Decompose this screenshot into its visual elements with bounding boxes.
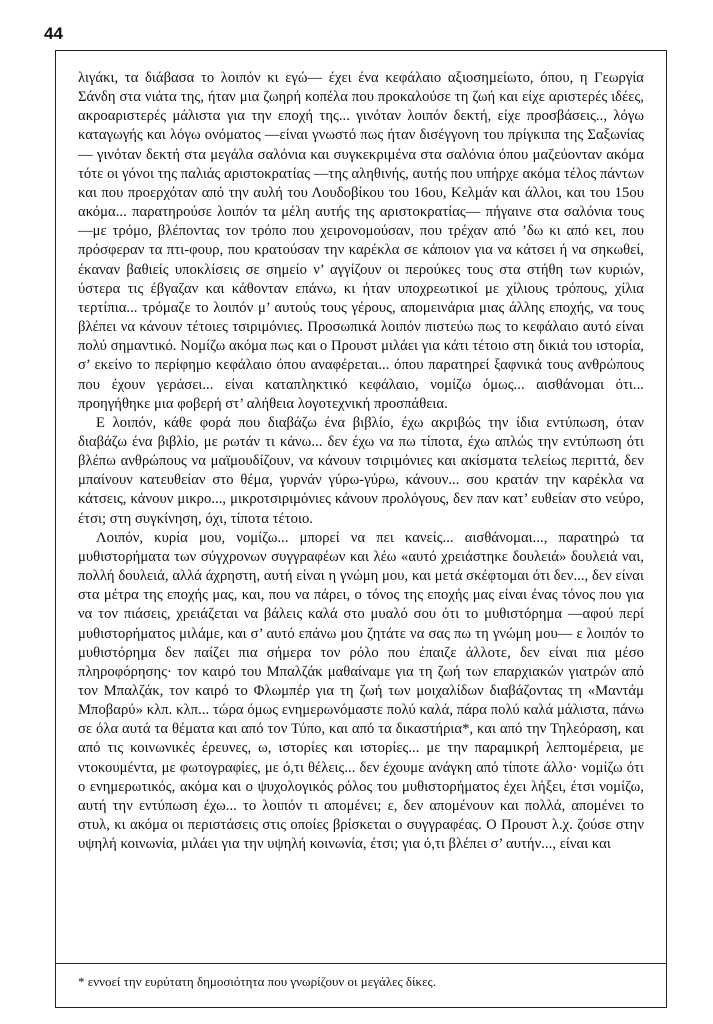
page-number: 44 <box>44 24 63 43</box>
paragraph-2: Ε λοιπόν, κάθε φορά που διαβάζω ένα βιβλίο, έχω ακριβώς την ίδια εντύπωση, όταν διαβάζω ένα βιβλίο, με ρωτάν τι κάνω... δεν έχω να πω τίποτα, έχω απλώς την εντύπωση ότι βλέπω ανθρώπους να μαϊμουδίζουν, να κάνουν τσιριμόνιες και ακίσματα τελείως περιττά, δεν μπαίνουν κατευθείαν στο θέμα, γυρνάν γύρω-γύρω, κάνουν... σου κρατάν την καρέκλα να κάτσεις, κάνουν μικρο..., μικροτσιριμόνιες κάνουν προλόγους, δεν παν κατ’ ευθείαν στο νεύρο, έτσι; στη συγκίνηση, όχι, τίποτα τέτοιο. <box>78 414 644 527</box>
paragraph-1: λιγάκι, τα διάβασα το λοιπόν κι εγώ— έχει ένα κεφάλαιο αξιοσημείωτο, όπου, η Γεωργία Σάνδη στα νιάτα της, ήταν μια ζωηρή κοπέλα που προκαλούσε τη ζωή και είχε αριστερές ιδέες, ακροαριστερές μάλιστα για την εποχή της... γινόταν λοιπόν δεκτή, είχε προσβάσεις.., λόγω καταγωγής και λόγω ονόματος —είναι γνωστό πως ήταν δισέγγονη του πρίγκιπα της Σαξωνίας— γινόταν δεκτή στα μεγάλα σαλόνια και συγκεκριμένα στα σαλόνια όπου μαζεύονταν ακόμα τότε οι γόνοι της παλιάς αριστοκρατίας —της αληθινής, αυτής που υπήρχε ακόμα τέλος πάντων και που προερχόταν από την αυλή του Λουδοβίκου του 16ου, Κελμάν και άλλοι, και του 15ου ακόμα... παρατηρούσε λοιπόν τα μέλη αυτής της αριστοκρατίας— πήγαινε στα σαλόνια τους —με τρόμο, βλέποντας τον τρόπο που χειρονομούσαν, που τρέχαν από ’δω κι από κει, που πρόσφεραν τα πτι-φουρ, που κρατούσαν την καρέκλα σε κάποιον για να κάτσει ή να σηκωθεί, έκαναν βαθιείς υποκλίσεις σε σημείο ν’ αγγίζουν οι περούκες τους στα στήθη των κυριών, ύστερα τις έβγαζαν και κάθονταν επάνω, κι ήταν υποχρεωτικοί με χίλιους τρόπους, χίλια τερτίπια... τρόμαζε το λοιπόν μ’ αυτούς τους γέρους, απομεινάρια μιας άλλης εποχής, να τους βλέπει να κάνουν τέτοιες τσιριμόνιες. Προσωπικά λοιπόν πιστεύω πως το κεφάλαιο αυτό είναι πολύ σημαντικό. Νομίζω ακόμα πως και ο Προυστ μιλάει για κάτι τέτοιο στη δικιά του ιστορία, σ’ εκείνο το περίφημο κεφάλαιο όπου αναφέρεται... όπου παρατηρεί ξαφνικά τους ανθρώπους που έχουν γεράσει... είναι καταπληκτικό κεφάλαιο, νομίζω όμως... αισθάνομαι ότι... προηγήθηκε μια φοβερή στ’ αλήθεια λογοτεχνική προσπάθεια. <box>78 70 644 412</box>
paragraph-3: Λοιπόν, κυρία μου, νομίζω... μπορεί να πει κανείς... αισθάνομαι..., παρατηρώ τα μυθιστορήματα των σύγχρονων συγγραφέων και λέω «αυτό χρειάστηκε δουλειά» δουλειά ναι, πολλή δουλειά, αλλά άχρηστη, αυτή είναι η γνώμη μου, και μετά σκέφτομαι ότι δεν..., δεν είναι στα μέτρα της εποχής μας, και, που να πάρει, ο τόνος της εποχής μας είναι ένας τόνος που για να τον πιάσεις, χρειάζεται να βάλεις καλά στο μυαλό σου ότι το μυθιστόρημα —αφού περί μυθιστορήματος μιλάμε, και σ’ αυτό επάνω μου ζητάτε να σας πω τη γνώμη μου— ε λοιπόν το μυθιστόρημα δεν παίζει πια σήμερα τον ρόλο που έπαιζε άλλοτε, δεν είναι πια μέσο πληροφόρησης· τον καιρό του Μπαλζάκ μαθαίναμε για τη ζωή των επαρχιακών γιατρών από τον Μπαλζάκ, τον καιρό το Φλωμπέρ για τη ζωή των μοιχαλίδων διαβάζοντας τη «Μαντάμ Μποβαρύ» κλπ. κλπ... τώρα όμως ενημερωνόμαστε πολύ καλά, πάρα πολύ καλά μάλιστα, πάνω σε όλα αυτά τα θέματα και από τον Τύπο, και από τα δικαστήρια*, και από την Τηλεόραση, και από τις κοινωνικές έρευνες, ω, ιστορίες και ιστορίες... με την παραμικρή λεπτομέρεια, με ντοκουμέντα, με φωτογραφίες, με ό,τι θέλεις... δεν έχουμε ανάγκη από τίποτε άλλο· νομίζω ότι ο ενημερωτικός, ακόμα και ο ψυχολογικός ρόλος του μυθιστορήματος έχει λήξει, έτσι νομίζω, αυτή την εντύπωση έχω... το λοιπόν τι απομένει; ε, δεν απομένουν και πολλά, απομένει το στυλ, κι ακόμα οι περιστάσεις στις οποίες βρίσκεται ο συγγραφέας. Ο Προυστ λ.χ. ζούσε στην υψηλή κοινωνία, μιλάει για την υψηλή κοινωνία, έτσι; για ό,τι βλέπει σ’ αυτήν..., είναι και <box>78 529 644 853</box>
footnote: * εννοεί την ευρύτατη δημοσιότητα που γνωρίζουν οι μεγάλες δίκες. <box>78 974 436 989</box>
body-text <box>78 69 644 854</box>
footnote-frame <box>55 964 667 1008</box>
main-text-frame <box>55 50 667 964</box>
